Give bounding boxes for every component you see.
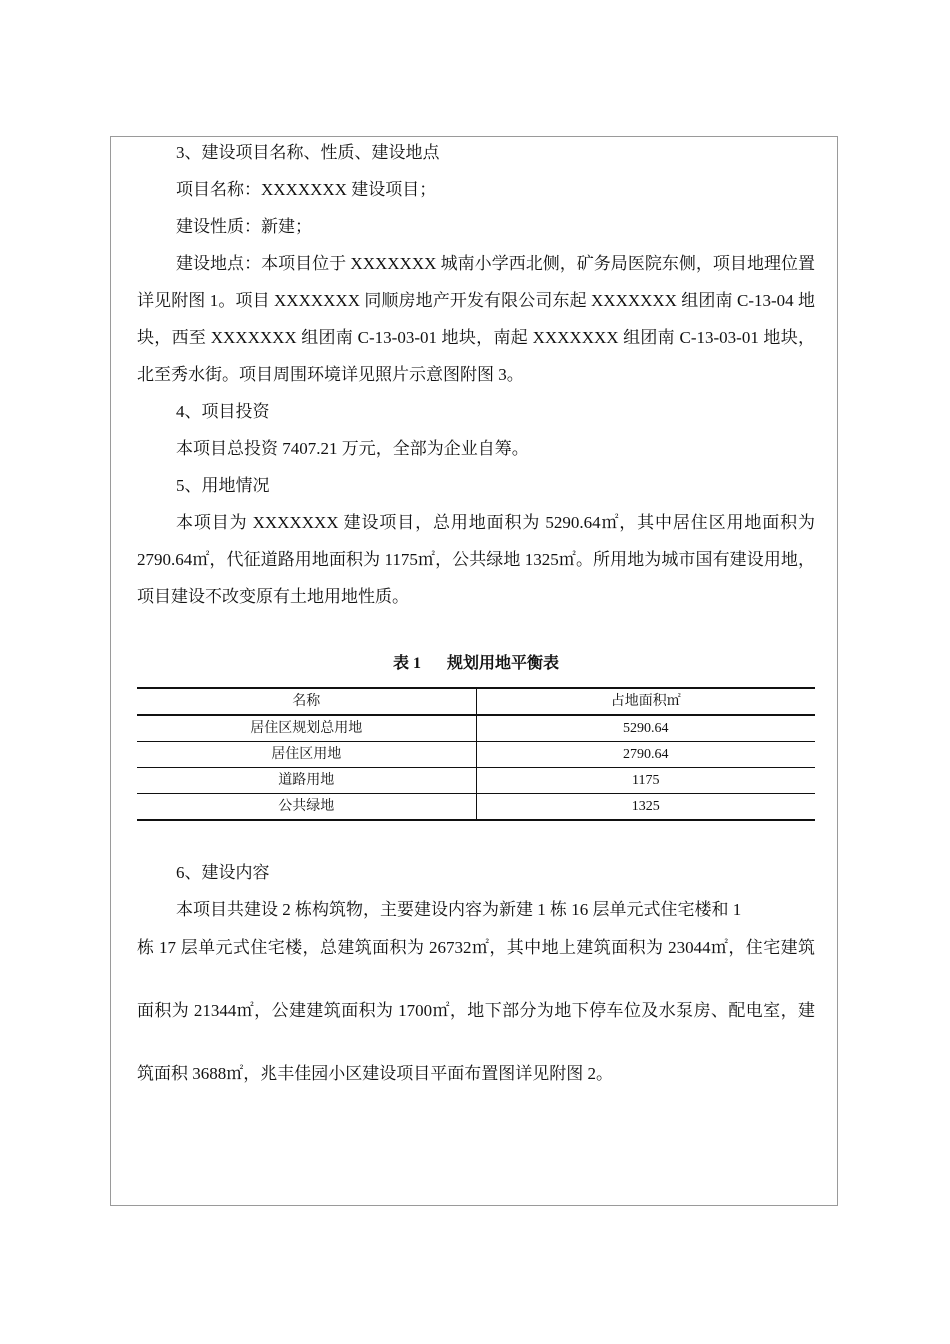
table-label: 表 1 — [392, 655, 421, 672]
row-name: 道路用地 — [137, 768, 476, 794]
section-4-heading: 4、项目投资 — [176, 402, 270, 421]
row-name: 居住区用地 — [137, 742, 476, 768]
document-body — [137, 134, 815, 1105]
table-row — [137, 715, 815, 742]
section-3-heading: 3、建设项目名称、性质、建设地点 — [176, 143, 440, 162]
row-area: 5290.64 — [623, 721, 669, 736]
investment-paragraph: 本项目总投资 7407.21 万元，全部为企业自筹。 — [176, 439, 529, 458]
table-header-row — [137, 688, 815, 715]
section-6-heading: 6、建设内容 — [176, 863, 270, 882]
construction-paragraph: 栋 17 层单元式住宅楼，总建筑面积为 26732㎡，其中地上建筑面积为 23044㎡，住宅建筑面积为 21344㎡，公建建筑面积为 1700㎡，地下部分为地下停车位及水泵房、配电室，建筑面积 3688㎡，兆丰佳园小区建设项目平面布置图详见附图 2。 — [137, 938, 815, 1083]
table-row — [137, 768, 815, 794]
land-use-paragraph: 本项目为 XXXXXXX 建设项目，总用地面积为 5290.64㎡，其中居住区用地面积为 2790.64㎡，代征道路用地面积为 1175㎡，公共绿地 1325㎡。所用地为城市国有建设用地，项目建设不改变原有土地用地性质。 — [137, 513, 815, 606]
project-location-paragraph: 建设地点：本项目位于 XXXXXXX 城南小学西北侧，矿务局医院东侧，项目地理位置详见附图 1。项目 XXXXXXX 同顺房地产开发有限公司东起 XXXXXXX 组团南 C-13-04 地块，西至 XXXXXXX 组团南 C-13-03-01 地块，南起 XXXXXXX 组团南 C-13-03-01 地块，北至秀水街。项目周围环境详见照片示意图附图 3。 — [137, 254, 815, 384]
table-caption — [137, 649, 815, 679]
row-name: 公共绿地 — [137, 794, 476, 821]
table-title: 规划用地平衡表 — [447, 655, 560, 672]
table-row — [137, 794, 815, 821]
row-area: 1325 — [631, 799, 660, 814]
header-area: 占地面积㎡ — [610, 694, 681, 709]
project-nature-line: 建设性质：新建； — [176, 217, 312, 236]
section-5-heading: 5、用地情况 — [176, 476, 270, 495]
row-name: 居住区规划总用地 — [137, 715, 476, 742]
row-area: 1175 — [632, 773, 660, 788]
land-balance-table — [137, 687, 815, 821]
header-name: 名称 — [137, 688, 476, 715]
table-row — [137, 742, 815, 768]
row-area: 2790.64 — [623, 747, 669, 762]
construction-line-1: 本项目共建设 2 栋构筑物，主要建设内容为新建 1 栋 16 层单元式住宅楼和 1 — [176, 900, 742, 919]
project-name-line: 项目名称：XXXXXXX 建设项目； — [176, 180, 437, 199]
